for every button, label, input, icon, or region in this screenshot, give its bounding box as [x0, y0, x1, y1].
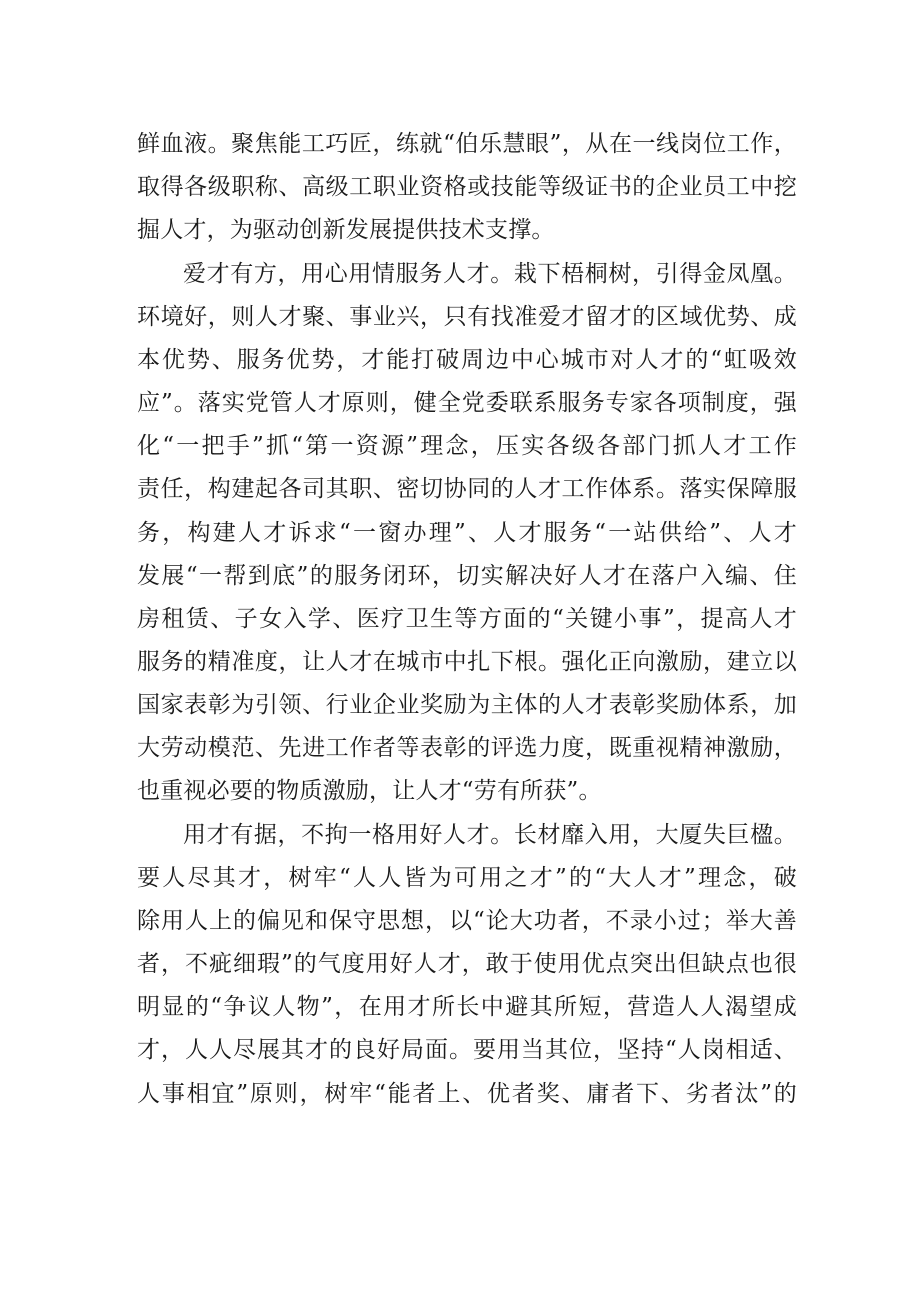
- text-line: 取得各级职称、高级工职业资格或技能等级证书的企业员工中挖: [137, 174, 797, 200]
- text-line: 环境好，则人才聚、事业兴，只有找准爱才留才的区域优势、成: [137, 304, 797, 330]
- text-line: 也重视必要的物质激励，让人才“劳有所获”。: [137, 778, 602, 804]
- text-line: 国家表彰为引领、行业企业奖励为主体的人才表彰奖励体系，加: [137, 692, 797, 718]
- text-line: 明显的“争议人物”，在用才所长中避其所短，营造人人渴望成: [137, 994, 797, 1020]
- text-line: 者，不疵细瑕”的气度用好人才，敢于使用优点突出但缺点也很: [137, 951, 797, 977]
- text-line: 大劳动模范、先进工作者等表彰的评选力度，既重视精神激励，: [137, 735, 797, 761]
- text-line: 本优势、服务优势，才能打破周边中心城市对人才的“虹吸效: [137, 347, 797, 373]
- text-line: 应”。落实党管人才原则，健全党委联系服务专家各项制度，强: [137, 390, 797, 416]
- text-line: 掘人才，为驱动创新发展提供技术支撑。: [137, 217, 555, 243]
- text-line: 化“一把手”抓“第一资源”理念，压实各级各部门抓人才工作: [137, 433, 797, 459]
- text-line: 人事相宜”原则，树牢“能者上、优者奖、庸者下、劣者汰”的: [137, 1081, 797, 1107]
- text-line: 发展“一帮到底”的服务闭环，切实解决好人才在落户入编、住: [137, 563, 797, 589]
- text-line: 服务的精准度，让人才在城市中扎下根。强化正向激励，建立以: [137, 649, 797, 675]
- paragraph-first-line: 用才有据，不拘一格用好人才。长材靡入用，大厦失巨楹。: [183, 822, 797, 848]
- text-line: 除用人上的偏见和保守思想，以“论大功者，不录小过；举大善: [137, 908, 797, 934]
- text-line: 务，构建人才诉求“一窗办理”、人才服务“一站供给”、人才: [137, 520, 797, 546]
- text-line: 鲜血液。聚焦能工巧匠，练就“伯乐慧眼”，从在一线岗位工作，: [137, 131, 797, 157]
- text-line: 责任，构建起各司其职、密切协同的人才工作体系。落实保障服: [137, 476, 797, 502]
- text-line: 房租赁、子女入学、医疗卫生等方面的“关键小事”，提高人才: [137, 606, 797, 632]
- paragraph-first-line: 爱才有方，用心用情服务人才。栽下梧桐树，引得金凤凰。: [183, 261, 797, 287]
- text-line: 才，人人尽展其才的良好局面。要用当其位，坚持“人岗相适、: [137, 1037, 797, 1063]
- text-line: 要人尽其才，树牢“人人皆为可用之才”的“大人才”理念，破: [137, 865, 797, 891]
